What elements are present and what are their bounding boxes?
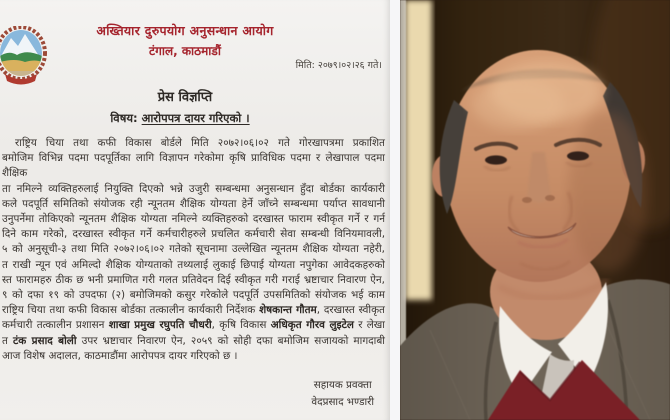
eye-left xyxy=(485,155,507,164)
subject-label: विषय: xyxy=(110,111,138,125)
signature-role: सहायक प्रवक्ता xyxy=(313,379,372,391)
body-line: ९ को दफा १९ को उपदफा (२) बमोजिमको कसुर गरेकोले पदपूर्ति उपसमितिको संयोजक भई काम xyxy=(2,289,385,302)
body-line: आज विशेष अदालत, काठमाडौंमा आरोपपत्र दायर गरिएको छ । xyxy=(2,349,238,362)
signature-name: वेदप्रसाद भण्डारी xyxy=(311,396,374,408)
portrait-photo-illustration xyxy=(400,0,670,420)
body-line: ता नमिल्ने व्यक्तिहरुलाई नियुक्ति दिएको भन्ने उजुरी सम्बन्धमा अनुसन्धान हुँदा बोर्डका कार्यकारी xyxy=(2,182,385,195)
body-line: राष्ट्रिय चिया तथा कफी विकास बोर्डका तत्कालीन कार्यकारी निर्देशक शेषकान्त गौतम, दरखास्त स्वीकृत xyxy=(2,304,385,317)
body-line: त टंक प्रसाद बोली उपर भ्रष्टाचार निवारण ऐन, २०५९ को सोही दफा बमोजिम सजायको मागदाबी xyxy=(2,334,386,347)
body-line: बमोजिम विभिन्न पदमा पदपूर्तिका लागि विज्ञापन गरेकोमा कृषि प्राविधिक पदमा र लेखापाल पदमा शैक्षिक xyxy=(2,152,385,180)
org-location: टंगाल, काठमाडौं xyxy=(149,44,221,58)
eye-right xyxy=(567,151,589,160)
body-line: कर्मचारी तत्कालीन प्रशासन शाखा प्रमुख रघुपति चौधरी, कृषि विकास अधिकृत गौरव लुइटेल र लेखा xyxy=(2,319,386,332)
body-line: स्त फारामहरु ठीक छ भनी प्रमाणित गरी गलत प्रतिवेदन दिई स्वीकृत गरी गराई भ्रष्टाचार निवारण ऐन, xyxy=(2,273,385,286)
body-line: कले पदपूर्ति समितिको संयोजक रही न्यूनतम शैक्षिक योग्यता हेर्ने जाँच्ने सम्बन्धमा पर्याप्त सावधानी xyxy=(2,197,385,210)
body-line: ५ को अनुसूची-३ तथा मिति २०७२।०६।०२ गतेको सूचनामा उल्लेखित न्यूनतम शैक्षिक योग्यता नहेरी, xyxy=(2,243,385,256)
body-line: त राखी न्यून एवं अमिल्दो शैक्षिक योग्यताको तथ्यलाई लुकाई छिपाई योग्यता नपुगेका आवेदकहरुको xyxy=(2,258,385,271)
signature-block xyxy=(311,377,374,411)
body-line: दिने काम गरेको, दरखास्त स्वीकृत गर्ने कर्मचारीहरुले प्रचलित कर्मचारी सेवा सम्बन्धी विनियमावली, xyxy=(2,228,385,241)
date-line: मिति: २०७९।०२।२६ गते। xyxy=(295,60,382,71)
divider-strip xyxy=(390,0,400,420)
press-release-title: प्रेस विज्ञप्ति xyxy=(157,90,213,105)
subject-text: आरोपपत्र दायर गरिएको । xyxy=(141,111,250,125)
portrait-photo xyxy=(400,0,670,420)
body-paragraph xyxy=(2,136,385,364)
body-line: उनुपर्नेमा तोकिएको न्यूनतम शैक्षिक योग्यता नमिल्ने व्यक्तिहरुको दरखास्त फाराम स्वीकृत गर्ने र गर्न xyxy=(2,213,385,226)
subject-line xyxy=(0,111,360,126)
org-name: अख्तियार दुरुपयोग अनुसन्धान आयोग xyxy=(96,23,274,38)
wall-band xyxy=(405,0,432,300)
body-line: राष्ट्रिय चिया तथा कफी विकास बोर्डले मिति २०७२।०६।०२ गते गोरखापत्रमा प्रकाशित xyxy=(15,137,385,149)
